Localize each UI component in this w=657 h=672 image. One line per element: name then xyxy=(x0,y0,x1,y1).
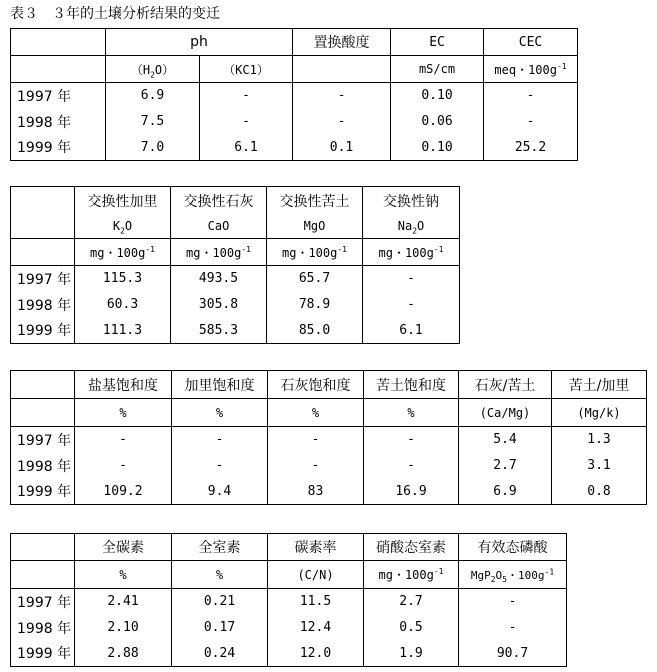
cell: 85.0 xyxy=(267,318,363,344)
cell: 65.7 xyxy=(267,266,363,292)
header-empty xyxy=(11,187,75,239)
unit-meq: meq・$100g^{-1}$ xyxy=(484,56,578,83)
unit-mg: mg・$100g^{-1}$ xyxy=(171,239,267,266)
cell: 90.7 xyxy=(459,641,567,667)
cell: 0.8 xyxy=(552,479,647,505)
unit-percent: % xyxy=(75,561,172,589)
cell: - xyxy=(200,83,293,109)
soil-table-saturation xyxy=(10,370,647,505)
cell: 7.0 xyxy=(106,135,200,161)
cell: 115.3 xyxy=(75,266,171,292)
header-exch-lime: 交换性石灰 xyxy=(171,187,267,215)
unit-percent: % xyxy=(172,399,268,427)
cell: - xyxy=(293,83,391,109)
header-lime-magnesia-ratio: 石灰/苦土 xyxy=(459,371,552,399)
cell: 78.9 xyxy=(267,292,363,318)
unit-h2o: $(H_2O)$ xyxy=(106,56,200,83)
row-year: 1998 年 xyxy=(11,292,75,318)
cell: - xyxy=(364,453,459,479)
cell: 5.4 xyxy=(459,427,552,453)
cell: - xyxy=(75,427,172,453)
header-exch-sodium: 交换性钠 xyxy=(363,187,460,215)
unit-cn: (C/N) xyxy=(268,561,364,589)
header-empty xyxy=(11,29,106,56)
unit-percent: % xyxy=(172,561,268,589)
cell: 12.4 xyxy=(268,615,364,641)
cell: 0.1 xyxy=(293,135,391,161)
unit-mg-k: (Mg/k) xyxy=(552,399,647,427)
row-year: 1997 年 xyxy=(11,83,106,109)
cell: 0.06 xyxy=(391,109,484,135)
header-empty xyxy=(11,534,75,561)
row-year: 1999 年 xyxy=(11,479,75,505)
cell: 2.7 xyxy=(364,589,459,615)
cell: 9.4 xyxy=(172,479,268,505)
cell: - xyxy=(459,615,567,641)
cell: - xyxy=(459,589,567,615)
cell: 1.3 xyxy=(552,427,647,453)
cell: - xyxy=(484,109,578,135)
cell: - xyxy=(268,427,364,453)
cell: - xyxy=(363,292,460,318)
unit-kcl: （KC1） xyxy=(200,56,293,83)
cell: 0.5 xyxy=(364,615,459,641)
cell: - xyxy=(364,427,459,453)
unit-ca-mg: (Ca/Mg) xyxy=(459,399,552,427)
unit-mg: mg・$100g^{-1}$ xyxy=(364,561,459,589)
cell: 16.9 xyxy=(364,479,459,505)
cell: - xyxy=(75,453,172,479)
row-year: 1999 年 xyxy=(11,135,106,161)
row-year: 1997 年 xyxy=(11,427,75,453)
cell: 0.21 xyxy=(172,589,268,615)
cell: - xyxy=(484,83,578,109)
header-exch-potash: 交换性加里 xyxy=(75,187,171,215)
cell: - xyxy=(268,453,364,479)
cell: 11.5 xyxy=(268,589,364,615)
header-total-nitrogen: 全室素 xyxy=(172,534,268,561)
header-exch-magnesia: 交换性苦土 xyxy=(267,187,363,215)
soil-table-ph-ec-cec xyxy=(10,28,578,161)
cell: 25.2 xyxy=(484,135,578,161)
cell: 109.2 xyxy=(75,479,172,505)
cell: - xyxy=(172,427,268,453)
unit-percent: % xyxy=(364,399,459,427)
cell: 6.9 xyxy=(459,479,552,505)
header-ph: ph xyxy=(106,29,293,56)
header-ec: EC xyxy=(391,29,484,56)
unit-empty xyxy=(11,56,106,83)
formula-mgo: MgO xyxy=(267,215,363,239)
formula-cao: CaO xyxy=(171,215,267,239)
cell: 0.24 xyxy=(172,641,268,667)
cell: 7.5 xyxy=(106,109,200,135)
formula-k2o: $K_2O$ xyxy=(75,215,171,239)
unit-mg: mg・$100g^{-1}$ xyxy=(75,239,171,266)
cell: 2.88 xyxy=(75,641,172,667)
cell: 6.9 xyxy=(106,83,200,109)
cell: 0.10 xyxy=(391,83,484,109)
cell: 585.3 xyxy=(171,318,267,344)
unit-empty xyxy=(11,561,75,589)
unit-mg: mg・$100g^{-1}$ xyxy=(267,239,363,266)
header-potash-saturation: 加里饱和度 xyxy=(172,371,268,399)
cell: 3.1 xyxy=(552,453,647,479)
header-base-saturation: 盐基饱和度 xyxy=(75,371,172,399)
unit-empty xyxy=(11,239,75,266)
unit-mg: mg・$100g^{-1}$ xyxy=(363,239,460,266)
cell: - xyxy=(172,453,268,479)
cell: 6.1 xyxy=(200,135,293,161)
cell: - xyxy=(293,109,391,135)
cell: 2.7 xyxy=(459,453,552,479)
cell: 60.3 xyxy=(75,292,171,318)
header-magnesia-potash-ratio: 苦土/加里 xyxy=(552,371,647,399)
unit-mgp2o5: $MgP_2O_5$・$100g^{-1}$ xyxy=(459,561,567,589)
cell: 493.5 xyxy=(171,266,267,292)
unit-blank xyxy=(293,56,391,83)
unit-percent: % xyxy=(75,399,172,427)
cell: 12.0 xyxy=(268,641,364,667)
cell: 2.41 xyxy=(75,589,172,615)
soil-table-exchangeable-bases xyxy=(10,186,460,344)
cell: 0.17 xyxy=(172,615,268,641)
unit-ms-cm: mS/cm xyxy=(391,56,484,83)
row-year: 1997 年 xyxy=(11,266,75,292)
cell: - xyxy=(200,109,293,135)
header-cn-ratio: 碳素率 xyxy=(268,534,364,561)
cell: 2.10 xyxy=(75,615,172,641)
cell: 6.1 xyxy=(363,318,460,344)
header-cec: CEC xyxy=(484,29,578,56)
cell: - xyxy=(363,266,460,292)
soil-table-carbon-nitrogen xyxy=(10,533,567,667)
formula-na2o: $Na_2O$ xyxy=(363,215,460,239)
row-year: 1998 年 xyxy=(11,615,75,641)
cell: 83 xyxy=(268,479,364,505)
row-year: 1999 年 xyxy=(11,318,75,344)
table-caption: 表３ ３年的土壌分析结果的变迁 xyxy=(10,6,220,22)
row-year: 1999 年 xyxy=(11,641,75,667)
header-lime-saturation: 石灰饱和度 xyxy=(268,371,364,399)
unit-percent: % xyxy=(268,399,364,427)
header-empty xyxy=(11,371,75,399)
row-year: 1998 年 xyxy=(11,109,106,135)
cell: 0.10 xyxy=(391,135,484,161)
cell: 1.9 xyxy=(364,641,459,667)
header-total-carbon: 全碳素 xyxy=(75,534,172,561)
header-available-phosphate: 有效态磷酸 xyxy=(459,534,567,561)
cell: 111.3 xyxy=(75,318,171,344)
header-magnesia-saturation: 苦土饱和度 xyxy=(364,371,459,399)
cell: 305.8 xyxy=(171,292,267,318)
row-year: 1997 年 xyxy=(11,589,75,615)
header-exchange-acidity: 置换酸度 xyxy=(293,29,391,56)
unit-empty xyxy=(11,399,75,427)
row-year: 1998 年 xyxy=(11,453,75,479)
header-nitrate-nitrogen: 硝酸态室素 xyxy=(364,534,459,561)
